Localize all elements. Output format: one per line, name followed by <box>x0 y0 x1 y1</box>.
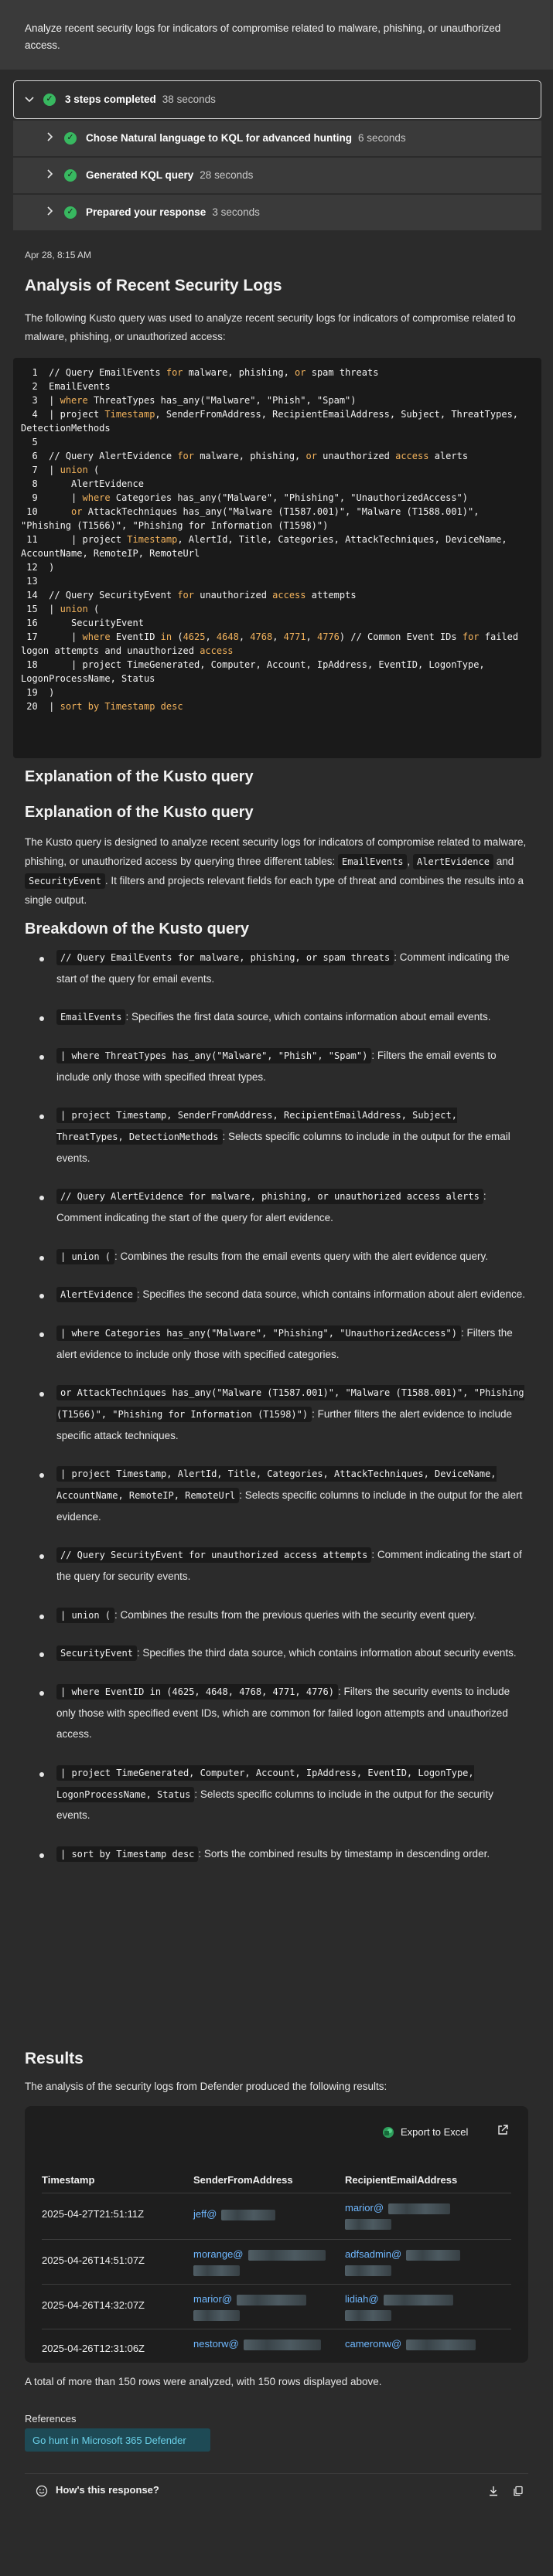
feedback-label: How's this response? <box>56 2484 159 2496</box>
list-item <box>39 947 527 989</box>
cell-timestamp: 2025-04-26T14:51:07Z <box>42 2254 145 2266</box>
step-time: 6 seconds <box>358 131 406 144</box>
kql-code-block[interactable] <box>13 358 541 758</box>
chevron-right-icon <box>47 205 53 220</box>
list-item <box>39 1246 527 1268</box>
list-item-text: : Sorts the combined results by timestamp in descending order. <box>198 1848 490 1860</box>
list-item <box>39 1681 527 1745</box>
code-line: 6 // Query AlertEvidence for malware, phishing, or unauthorized access alerts <box>21 451 469 461</box>
references-label: References <box>25 2413 77 2425</box>
cell-sender <box>193 2207 275 2222</box>
inline-code: | where EventID in (4625, 4648, 4768, 4771, 4776) <box>56 1684 338 1700</box>
explanation-title: Explanation of the Kusto query <box>25 768 254 785</box>
code-line: 4 | project Timestamp, SenderFromAddress, RecipientEmailAddress, Subject, ThreatTypes, DetectionMethods <box>21 409 524 434</box>
cell-recipient <box>345 2200 450 2231</box>
list-item <box>39 1104 527 1169</box>
divider <box>42 2239 511 2240</box>
results-summary: A total of more than 150 rows were analyzed, with 150 rows displayed above. <box>25 2376 382 2387</box>
redacted-block <box>237 2295 306 2305</box>
list-item-text: : Specifies the second data source, which contains information about alert evidence. <box>136 1288 525 1301</box>
steps-summary[interactable] <box>13 80 541 119</box>
inline-code: SecurityEvent <box>25 873 105 889</box>
list-item <box>39 1045 527 1087</box>
sender-link[interactable]: marior@ <box>193 2293 233 2305</box>
divider <box>42 2284 511 2285</box>
list-item-text: : Selects specific columns to include in the output for the alert evidence. <box>56 1489 523 1523</box>
smiley-icon[interactable] <box>36 2485 48 2497</box>
recipient-link[interactable]: marior@ <box>345 2202 384 2214</box>
recipient-link[interactable]: adfsadmin@ <box>345 2248 402 2260</box>
analysis-title: Analysis of Recent Security Logs <box>25 277 282 294</box>
list-item <box>39 1382 527 1446</box>
code-line: 12 ) <box>21 562 55 573</box>
export-label: Export to Excel <box>401 2126 469 2138</box>
list-item-text: : Comment indicating the start of the query for email events. <box>56 951 510 985</box>
column-header[interactable]: SenderFromAddress <box>193 2174 293 2186</box>
list-item-text: : Filters the email events to include only those with specified threat types. <box>56 1050 497 1083</box>
cell-sender <box>193 2247 326 2278</box>
redacted-block <box>345 2219 391 2230</box>
check-icon: ✓ <box>64 206 77 219</box>
copy-icon[interactable] <box>513 2486 524 2496</box>
list-item <box>39 1463 527 1527</box>
inline-code: | project Timestamp, AlertId, Title, Categories, AttackTechniques, DeviceName, AccountName, RemoteIP, RemoteUrl <box>56 1466 497 1503</box>
sender-link[interactable]: jeff@ <box>193 2208 217 2220</box>
list-item <box>39 1604 527 1626</box>
step-label: Chose Natural language to KQL for advanced hunting <box>86 131 353 144</box>
recipient-link[interactable]: cameronw@ <box>345 2338 402 2350</box>
code-line: 18 | project TimeGenerated, Computer, Account, IpAddress, EventID, LogonType, LogonProcessName, Status <box>21 659 490 684</box>
step-item[interactable] <box>13 158 541 193</box>
redacted-block <box>345 2265 391 2276</box>
column-header[interactable]: Timestamp <box>42 2174 95 2186</box>
cell-recipient <box>345 2247 460 2278</box>
list-item <box>39 1284 527 1305</box>
breakdown-title: Breakdown of the Kusto query <box>25 920 250 938</box>
code-line: 10 or AttackTechniques has_any("Malware (T1587.001)", "Malware (T1588.001)", "Phishing (T1566)", "Phishing for Information (T1598)") <box>21 506 485 531</box>
inline-code: SecurityEvent <box>56 1645 137 1661</box>
list-item <box>39 1006 527 1028</box>
redacted-block <box>248 2250 326 2261</box>
inline-code: EmailEvents <box>338 854 407 869</box>
code-line: 3 | where ThreatTypes has_any("Malware", "Phish", "Spam") <box>21 395 357 406</box>
code-line: 11 | project Timestamp, AlertId, Title, Categories, AttackTechniques, DeviceName, AccountName, RemoteIP, RemoteUrl <box>21 534 513 559</box>
code-line: 19 ) <box>21 687 55 698</box>
redacted-block <box>384 2295 453 2305</box>
inline-code: AlertEvidence <box>56 1287 137 1302</box>
check-icon: ✓ <box>64 169 77 182</box>
step-time: 28 seconds <box>200 168 254 181</box>
code-line: 16 SecurityEvent <box>21 618 144 628</box>
inline-code: or AttackTechniques has_any("Malware (T1587.001)", "Malware (T1588.001)", "Phishing (T1566)", "Phishing for Information (T1598)") <box>56 1385 524 1422</box>
open-external-icon[interactable] <box>497 2125 508 2141</box>
redacted-block <box>193 2265 240 2276</box>
inline-code: | where ThreatTypes has_any("Malware", "Phish", "Spam") <box>56 1048 371 1063</box>
code-line: 2 EmailEvents <box>21 381 111 392</box>
step-item[interactable] <box>13 195 541 230</box>
explanation-and: and <box>493 855 514 867</box>
step-item[interactable] <box>13 121 541 156</box>
steps-summary-label: 3 steps completed <box>65 93 156 105</box>
sender-link[interactable]: morange@ <box>193 2248 244 2260</box>
list-item-text: : Specifies the first data source, which contains information about email events. <box>125 1011 491 1023</box>
cell-sender <box>193 2292 306 2322</box>
step-label: Generated KQL query <box>86 168 194 181</box>
inline-code: | sort by Timestamp desc <box>56 1846 198 1862</box>
breakdown-list <box>39 947 527 1882</box>
prompt-text: Analyze recent security logs for indicators of compromise related to malware, phishing, or unauthorized access. <box>25 22 501 52</box>
code-line: 17 | where EventID in (4625, 4648, 4768, 4771, 4776) // Common Event IDs for failed logon attempts and unauthorized access <box>21 631 524 656</box>
redacted-block <box>193 2310 240 2321</box>
list-item <box>39 1322 527 1365</box>
list-item <box>39 1642 527 1664</box>
list-item-text: : Filters the alert evidence to include only those with specified categories. <box>56 1327 513 1360</box>
reference-link[interactable]: Go hunt in Microsoft 365 Defender <box>25 2428 210 2452</box>
explanation-title-2: Explanation of the Kusto query <box>25 804 254 821</box>
code-line: 7 | union ( <box>21 464 100 475</box>
redacted-block <box>345 2310 391 2321</box>
inline-code: | project Timestamp, SenderFromAddress, RecipientEmailAddress, Subject, ThreatTypes, DetectionMethods <box>56 1108 457 1145</box>
recipient-link[interactable]: lidiah@ <box>345 2293 379 2305</box>
check-icon: ✓ <box>43 94 56 106</box>
list-item-text: : Combines the results from the previous queries with the security event query. <box>114 1608 476 1621</box>
list-item <box>39 1843 527 1865</box>
inline-code: // Query AlertEvidence for malware, phishing, or unauthorized access alerts <box>56 1189 483 1204</box>
chevron-down-icon <box>25 92 34 107</box>
export-to-excel-button[interactable] <box>382 2125 468 2140</box>
inline-code: // Query SecurityEvent for unauthorized access attempts <box>56 1547 371 1563</box>
redacted-block <box>406 2339 476 2350</box>
check-icon: ✓ <box>64 132 77 145</box>
redacted-block <box>388 2203 450 2214</box>
analysis-intro: The following Kusto query was used to analyze recent security logs for indicators of compromise related to malware, phishing, or unauthorized access: <box>25 312 516 342</box>
code-line: 15 | union ( <box>21 604 100 614</box>
cell-timestamp: 2025-04-27T21:51:11Z <box>42 2208 145 2220</box>
cell-sender <box>193 2336 321 2352</box>
code-line: 8 AlertEvidence <box>21 478 144 489</box>
code-line: 1 // Query EmailEvents for malware, phishing, or spam threats <box>21 367 379 378</box>
download-icon[interactable] <box>488 2486 499 2496</box>
steps-summary-time: 38 seconds <box>162 93 216 105</box>
list-item-text: : Comment indicating the start of the query for security events. <box>56 1549 522 1583</box>
list-item <box>39 1186 527 1228</box>
list-item <box>39 1762 527 1826</box>
list-item-text: : Combines the results from the email events query with the alert evidence query. <box>114 1250 489 1262</box>
excel-icon <box>382 2126 394 2139</box>
results-table <box>25 2106 528 2363</box>
code-line: 13 <box>21 576 49 587</box>
cell-timestamp: 2025-04-26T14:32:07Z <box>42 2299 145 2311</box>
user-prompt <box>0 0 553 70</box>
redacted-block <box>221 2210 275 2220</box>
list-item-text: : Specifies the third data source, which contains information about security events. <box>136 1647 517 1659</box>
step-label: Prepared your response <box>86 206 207 218</box>
chevron-right-icon <box>47 131 53 146</box>
cell-timestamp: 2025-04-26T12:31:06Z <box>42 2343 145 2354</box>
list-item-text: : Comment indicating the start of the query for alert evidence. <box>56 1190 486 1224</box>
list-item-text: : Filters the security events to include only those with specified event IDs, which are common for failed logon attempts and unauthorized access. <box>56 1686 510 1741</box>
sender-link[interactable]: nestorw@ <box>193 2338 239 2350</box>
response-timestamp: Apr 28, 8:15 AM <box>25 250 92 260</box>
inline-code: EmailEvents <box>56 1009 125 1025</box>
cell-recipient <box>345 2336 476 2352</box>
code-line: 5 <box>21 437 49 447</box>
redacted-block <box>244 2339 321 2350</box>
results-title: Results <box>25 2050 84 2067</box>
list-item-text: : Further filters the alert evidence to include specific attack techniques. <box>56 1408 512 1441</box>
explanation-paragraph <box>25 833 527 910</box>
results-intro: The analysis of the security logs from Defender produced the following results: <box>25 2081 387 2092</box>
step-time: 3 seconds <box>212 206 260 218</box>
code-line: 9 | where Categories has_any("Malware", "Phishing", "UnauthorizedAccess") <box>21 492 468 503</box>
redacted-block <box>406 2250 460 2261</box>
column-header[interactable]: RecipientEmailAddress <box>345 2174 458 2186</box>
chevron-right-icon <box>47 168 53 183</box>
explanation-text-b: . It filters and projects relevant fields for each type of threat and combines the results into a single output. <box>25 874 524 906</box>
inline-code: // Query EmailEvents for malware, phishing, or spam threats <box>56 950 394 965</box>
list-item-text: : Selects specific columns to include in the output for the security events. <box>56 1788 493 1822</box>
inline-code: | union ( <box>56 1249 114 1264</box>
list-item <box>39 1544 527 1587</box>
inline-code: | project TimeGenerated, Computer, Account, IpAddress, EventID, LogonType, LogonProcessName, Status <box>56 1765 474 1802</box>
feedback-bar <box>25 2473 528 2507</box>
explanation-comma: , <box>407 855 411 867</box>
list-item-text: : Selects specific columns to include in the output for the email events. <box>56 1131 510 1164</box>
inline-code: AlertEvidence <box>413 854 493 869</box>
explanation-text-a: The Kusto query is designed to analyze recent security logs for indicators of compromise related to malware, phishing, or unauthorized access by querying three different tables: <box>25 836 527 867</box>
code-line: 20 | sort by Timestamp desc <box>21 701 183 712</box>
cell-recipient <box>345 2292 453 2322</box>
code-line: 14 // Query SecurityEvent for unauthorized access attempts <box>21 590 357 601</box>
inline-code: | where Categories has_any("Malware", "Phishing", "UnauthorizedAccess") <box>56 1325 461 1341</box>
inline-code: | union ( <box>56 1608 114 1623</box>
